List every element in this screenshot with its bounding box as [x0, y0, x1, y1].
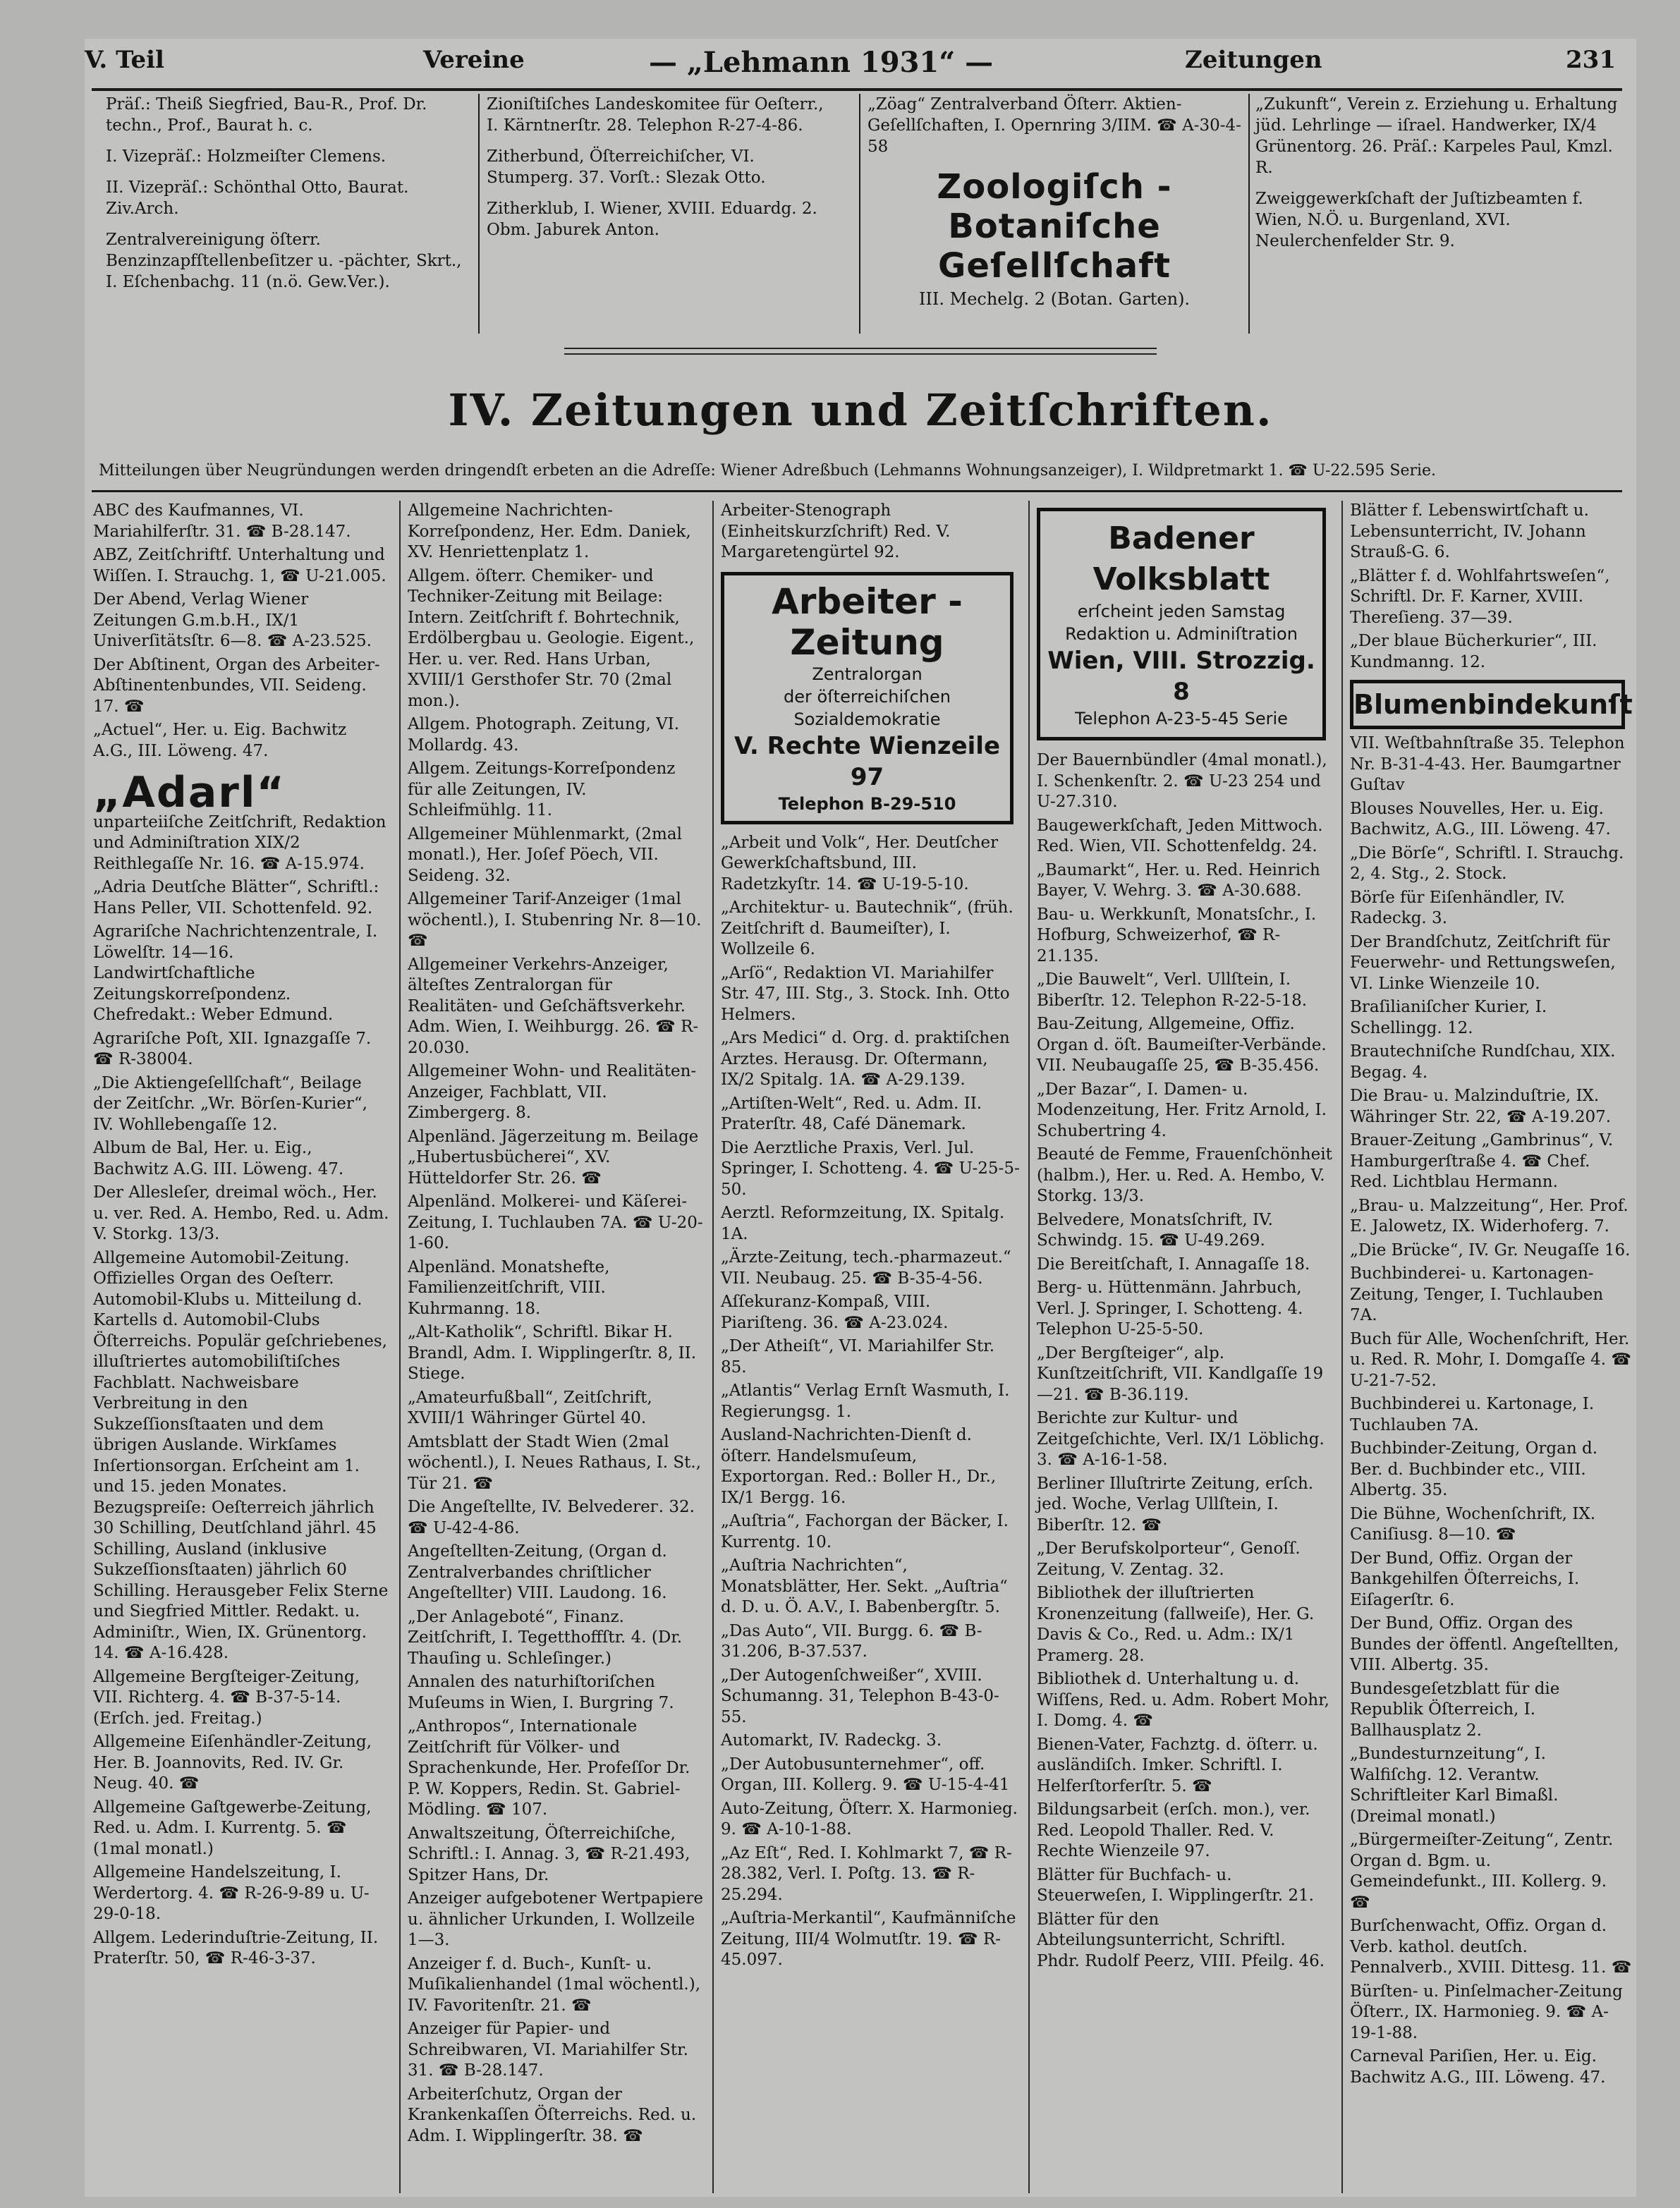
- top-col-divider: [859, 94, 860, 334]
- list-item: Berichte zur Kultur- und Zeitgeſchichte, Verl. IX/1 Löblichg. 3. ☎ A-16-1-58.: [1037, 1409, 1325, 1469]
- list-item: Alpenländ. Jägerzeitung m. Beilage „Hubertusbücherei“, XV. Hütteldorfer Str. 26. ☎: [408, 1127, 699, 1188]
- list-item: „Der blaue Bücherkurier“, III. Kundmanng. 12.: [1350, 632, 1597, 671]
- list-item: Anzeiger für Papier- und Schreibwaren, VI. Mariahilfer Str. 31. ☎ B-28.147.: [408, 2020, 688, 2080]
- list-item: Arbeiterſchutz, Organ der Krankenkaſſen Öſterreichs. Red. u. Adm. I. Wipplingerſtr. 38. ☎: [408, 2085, 697, 2145]
- list-item: Der Abſtinent, Organ des Arbeiter-Abſtinentenbundes, VII. Seideng. 17. ☎: [93, 655, 380, 716]
- list-item: „Die Bauwelt“, Verl. Ullſtein, I. Biberſtr. 12. Telephon R-22-5-18.: [1037, 970, 1308, 1010]
- list-item: Die Brau- u. Malzinduſtrie, IX. Währinger Str. 22, ☎ A-19.207.: [1350, 1087, 1612, 1126]
- list-item: Bildungsarbeit (erſch. mon.), ver. Red. Leopold Thaller. Red. V. Rechte Wienzeile 97.: [1037, 1800, 1310, 1860]
- ad-title: Badener Volksblatt: [1092, 520, 1270, 597]
- list-item: „Der Berufskolporteur“, Genoſſ. Zeitung, V. Zentag. 32.: [1037, 1539, 1301, 1579]
- list-item: „Der Bergſteiger“, alp. Kunſtzeitſchrift, VII. Kandlgaſſe 19—21. ☎ B-36.119.: [1037, 1343, 1324, 1404]
- list-item: Brauer-Zeitung „Gambrinus“, V. Hamburgerſtraße 4. ☎ Chef. Red. Lichtblau Hermann.: [1350, 1131, 1614, 1191]
- list-item: Buchbinder-Zeitung, Organ d. Ber. d. Buchbinder etc., VIII. Albertg. 35.: [1350, 1439, 1598, 1499]
- top-entry: II. Vizepräſ.: Schönthal Otto, Baurat. Ziv.Arch.: [106, 178, 409, 218]
- list-item: „Die Brücke“, IV. Gr. Neugaſſe 16.: [1350, 1240, 1631, 1259]
- column-divider: [712, 501, 714, 2193]
- list-item: Baugewerkſchaft, Jeden Mittwoch. Red. Wien, VII. Schottenfeldg. 24.: [1037, 816, 1323, 855]
- top-entry: „Zukunft“, Verein z. Erziehung u. Erhaltung jüd. Lehrlinge — iſrael. Handwerker, IX/4 Grünentorg. 26. Präſ.: Karpeles Paul, Kmzl. R.: [1255, 95, 1618, 177]
- list-item: Beauté de Femme, Frauenſchönheit (halbm.), Her. u. Red. A. Hembo, V. Storkg. 13/3.: [1037, 1145, 1332, 1205]
- top-col-divider: [1248, 94, 1250, 334]
- list-item: Anzeiger aufgebotener Wertpapiere u. ähnlicher Urkunden, I. Wollzeile 1—3.: [408, 1889, 704, 1949]
- list-item: „Ars Medici“ d. Org. d. praktiſchen Arztes. Herausg. Dr. Oſtermann, IX/2 Spitalg. 1A. ☎ A-29.139.: [721, 1029, 1010, 1089]
- list-item: Aerztl. Reformzeitung, IX. Spitalg. 1A.: [721, 1204, 1005, 1243]
- top-entry: Zioniſtiſches Landeskomitee für Oeſterr., I. Kärntnerſtr. 28. Telephon R-27-4-86.: [487, 95, 824, 135]
- list-item: „Brau- u. Malzzeitung“, Her. Prof. E. Jalowetz, IX. Widerhoferg. 7.: [1350, 1196, 1629, 1236]
- list-item: „Auſtria Nachrichten“, Monatsblätter, Her. Sekt. „Auſtria“ d. D. u. Ö. A.V., I. Babenbergſtr. 5.: [721, 1556, 1008, 1616]
- list-item: „Actuel“, Her. u. Eig. Bachwitz A.G., III. Löweng. 47.: [93, 721, 347, 760]
- list-item: „Das Auto“, VII. Burgg. 6. ☎ B-31.206, B-37.537.: [721, 1621, 982, 1661]
- list-item: „Der Anlageboté“, Finanz. Zeitſchrift, I. Tegetthoffſtr. 4. (Dr. Thauſing u. Schleſinger.): [408, 1607, 683, 1668]
- arbeiter-zeitung-ad: [721, 572, 1014, 824]
- list-item: Der Bund, Offiz. Organ des Bundes der öffentl. Angeſtellten, VIII. Albertg. 35.: [1350, 1614, 1619, 1674]
- newspaper-page: [85, 39, 1636, 2197]
- list-item: „Artiſten-Welt“, Red. u. Adm. II. Praterſtr. 48, Café Dänemark.: [721, 1094, 982, 1133]
- list-item: Allgem. Zeitungs-Korreſpondenz für alle Zeitungen, IV. Schleifmühlg. 11.: [408, 760, 676, 819]
- ad-address: V. Rechte Wienzeile 97: [734, 731, 1001, 791]
- list-item: „Amateurfußball“, Zeitſchrift, XVIII/1 Währinger Gürtel 40.: [408, 1388, 652, 1427]
- list-item: „Auſtria“, Fachorgan der Bäcker, I. Kurrentg. 10.: [721, 1512, 1009, 1551]
- list-item: Allgemeine Nachrichten-Korreſpondenz, Her. Edm. Daniek, XV. Henriettenplatz 1.: [408, 501, 691, 561]
- left-running-head: Vereine: [423, 46, 525, 74]
- list-item: Der Bauernbündler (4mal monatl.), I. Schenkenſtr. 2. ☎ U-23 254 und U-27.310.: [1037, 751, 1327, 811]
- list-item: Burſchenwacht, Offiz. Organ d. Verb. kathol. deutſch. Pennalverb., XVIII. Dittesg. 11. ☎: [1350, 1917, 1632, 1977]
- list-item: Allgemeiner Tarif-Anzeiger (1mal wöchentl.), I. Stubenring Nr. 8—10. ☎: [408, 890, 702, 950]
- list-item: Bau-Zeitung, Allgemeine, Offiz. Organ d. öſt. Baumeiſter-Verbände. VII. Neubaugaſſe 25, ☎ B-35.456.: [1037, 1015, 1327, 1075]
- adarl-title: „Adarl“: [93, 768, 286, 817]
- list-item: Amtsblatt der Stadt Wien (2mal wöchentl.), I. Neues Rathaus, I. St., Tür 21. ☎: [408, 1432, 702, 1493]
- column-5: [1350, 501, 1632, 2091]
- ad-telephone: Telephon B-29-510: [778, 793, 956, 814]
- list-item: Allgemeine Gaſtgewerbe-Zeitung, Red. u. Adm. I. Kurrentg. 5. ☎ (1mal monatl.): [93, 1798, 372, 1858]
- ad-title: Blumenbindekunſt: [1353, 689, 1633, 720]
- ad-subtitle: Zentralorgan: [812, 664, 923, 684]
- page-number: 231: [1566, 46, 1616, 74]
- list-item: Blouses Nouvelles, Her. u. Eig. Bachwitz, A.G., III. Löweng. 47.: [1350, 799, 1611, 838]
- list-item: Bibliothek d. Unterhaltung u. d. Wiſſens, Red. u. Adm. Robert Mohr, I. Domg. 4. ☎: [1037, 1670, 1329, 1730]
- list-item: Brautechniſche Rundſchau, XIX. Begag. 4.: [1350, 1042, 1616, 1082]
- list-item: unparteiiſche Zeitſchrift, Redaktion und Adminiſtration XIX/2 Reithlegaſſe Nr. 16. ☎ A-15.974.: [93, 812, 386, 873]
- list-item: Belvedere, Monatsſchrift, IV. Schwindg. 15. ☎ U-49.269.: [1037, 1210, 1273, 1250]
- list-item: Blätter für den Abteilungsunterricht, Schriftl. Phdr. Rudolf Peerz, VIII. Pfeilg. 46.: [1037, 1910, 1325, 1970]
- list-item: Bau- u. Werkkunſt, Monatsſchr., I. Hofburg, Schweizerhof, ☎ R-21.135.: [1037, 905, 1317, 965]
- list-item: Berliner Illuſtrirte Zeitung, erſch. jed. Woche, Verlag Ullſtein, I. Biberſtr. 12. ☎: [1037, 1474, 1314, 1535]
- list-item: Bienen-Vater, Fachztg. d. öſterr. u. ausländiſch. Imker. Schriftl. I. Helferſtorferſtr. 5. ☎: [1037, 1735, 1318, 1795]
- list-item: Buchbinderei u. Kartonage, I. Tuchlauben 7A.: [1350, 1395, 1595, 1434]
- ad-address: Wien, VIII. Strozzig. 8: [1047, 647, 1315, 706]
- blumenbindekunst-ad: [1350, 680, 1633, 729]
- badener-volksblatt-ad: [1037, 508, 1326, 740]
- zoo-society-address: III. Mechelg. 2 (Botan. Garten).: [918, 289, 1191, 309]
- list-item: Bürſten- u. Pinſelmacher-Zeitung Öſterr., IX. Harmonieg. 9. ☎ A-19-1-88.: [1350, 1982, 1623, 2042]
- list-item: Bundesgeſetzblatt für die Republik Öſterreich, I. Ballhausplatz 2.: [1350, 1679, 1560, 1740]
- list-item: Börſe für Eiſenhändler, IV. Radeckg. 3.: [1350, 888, 1565, 927]
- top-col-4: [1255, 94, 1622, 262]
- list-item: „Anthropos“, Internationale Zeitſchrift für Völker- und Sprachenkunde, Her. Profeſſor Dr. P. W. Koppers, Redin. St. Gabriel-Mödling. ☎ 107.: [408, 1717, 690, 1819]
- top-col-1: [106, 94, 473, 303]
- list-item: Bibliothek der illuſtrierten Kronenzeitung (fallweiſe), Her. G. Davis & Co., Red. u. Adm.: IX/1 Pramerg. 28.: [1037, 1584, 1315, 1665]
- column-2: [408, 501, 704, 2149]
- list-item: Buch für Alle, Wochenſchrift, Her. u. Red. R. Mohr, I. Domgaſſe 4. ☎ U-21-7-52.: [1350, 1329, 1632, 1390]
- list-item: Allgem. öſterr. Chemiker- und Techniker-Zeitung mit Beilage: Intern. Zeitſchrift f. Bohrtechnik, Erdölbergbau u. Geologie. Eigent., Her. u. ver. Red. Hans Urban, XVIII/1 Gersthofer Str. 70 (2mal mon.).: [408, 566, 695, 710]
- column-1: [93, 501, 389, 1972]
- list-item: „Bürgermeiſter-Zeitung“, Zentr. Organ d. Bgm. u. Gemeindefunkt., III. Kollerg. 9. ☎: [1350, 1831, 1614, 1912]
- section-separator: [564, 348, 1157, 355]
- list-item: Allgemeine Bergſteiger-Zeitung, VII. Richterg. 4. ☎ B-37-5-14. (Erſch. jed. Freitag.): [93, 1667, 360, 1728]
- list-item: Der Bund, Offiz. Organ der Bankgehilfen Öſterreichs, I. Eiſagerſtr. 6.: [1350, 1549, 1580, 1609]
- list-item: Allgem. Photograph. Zeitung, VI. Mollardg. 43.: [408, 715, 680, 755]
- list-item: Der Allesleſer, dreimal wöch., Her. u. ver. Red. A. Hembo, Red. u. Adm. V. Storkg. 13/3.: [93, 1183, 389, 1243]
- top-entry: Zweiggewerkſchaft der Juſtizbeamten f. Wien, N.Ö. u. Burgenland, XVI. Neulerchenfelder Str. 9.: [1255, 190, 1583, 250]
- list-item: Auto-Zeitung, Öſterr. X. Harmonieg. 9. ☎ A-10-1-88.: [721, 1799, 1018, 1838]
- list-item: Ausland-Nachrichten-Dienſt d. öſterr. Handelsmuſeum, Exportorgan. Red.: Boller H., Dr., IX/1 Bergg. 16.: [721, 1426, 997, 1507]
- list-item: Carneval Pariſien, Her. u. Eig. Bachwitz A.G., III. Löweng. 47.: [1350, 2047, 1606, 2087]
- list-item: Automarkt, IV. Radeckg. 3.: [721, 1731, 942, 1750]
- ad-subtitle: Redaktion u. Adminiſtration: [1065, 624, 1298, 644]
- ad-telephone: Telephon A-23-5-45 Serie: [1075, 709, 1288, 728]
- column-divider: [1341, 501, 1343, 2193]
- zoo-society-title: Zoologiſch - Botaniſche Geſellſchaft: [937, 167, 1172, 286]
- list-item: „Arbeit und Volk“, Her. Deutſcher Gewerkſchaftsbund, III. Radetzkyſtr. 14. ☎ U-19-5-10.: [721, 833, 999, 893]
- list-item: Der Abend, Verlag Wiener Zeitungen G.m.b.H., IX/1 Univerſitätsſtr. 6—8. ☎ A-23.525.: [93, 590, 372, 650]
- list-item: Alpenländ. Molkerei- und Käſerei-Zeitung, I. Tuchlauben 7A. ☎ U-20-1-60.: [408, 1193, 703, 1252]
- top-col-divider: [478, 94, 480, 334]
- list-item: Buchbinderei- u. Kartonagen-Zeitung, Tenger, I. Tuchlauben 7A.: [1350, 1264, 1604, 1324]
- part-label: V. Teil: [85, 46, 164, 74]
- list-item: Album de Bal, Her. u. Eig., Bachwitz A.G. III. Löweng. 47.: [93, 1139, 344, 1178]
- list-item: Der Brandſchutz, Zeitſchrift für Feuerwehr- und Rettungsweſen, VI. Linke Wienzeile 10.: [1350, 932, 1616, 993]
- list-item: „Bundesturnzeitung“, I. Walfiſchg. 12. Verantw. Schriftleiter Karl Bimaßl. (Dreimal monatl.): [1350, 1745, 1559, 1826]
- list-item: Blätter f. Lebenswirtſchaft u. Lebensunterricht, IV. Johann Strauß-G. 6.: [1350, 501, 1589, 561]
- section-notice: Mitteilungen über Neugründungen werden dringendſt erbeten an die Adreſſe: Wiener Adreßbuch (Lehmanns Wohnungsanzeiger), I. Wildpretmarkt 1. ☎ U-22.595 Serie.: [99, 462, 1437, 480]
- running-title: — „Lehmann 1931“ —: [649, 46, 994, 79]
- columns-top-rule: [92, 490, 1622, 492]
- ad-subtitle: erſcheint jeden Samstag: [1077, 602, 1286, 621]
- list-item: Die Angeſtellte, IV. Belvederег. 32. ☎ U-42-4-86.: [408, 1498, 695, 1537]
- list-item: Allgemeiner Verkehrs-Anzeiger, älteſtes Zentralorgan für Realitäten- und Geſchäftsverkehr. Adm. Wien, I. Weihburgg. 26. ☎ R-20.030.: [408, 955, 699, 1057]
- page-header: [85, 46, 1622, 88]
- list-item: Alpenländ. Monatshefte, Familienzeitſchrift, VIII. Kuhrmanng. 18.: [408, 1257, 610, 1318]
- list-item: „Die Aktiengeſellſchaft“, Beilage der Zeitſchr. „Wr. Börſen-Kurier“, IV. Wohllebengaſſe 12.: [93, 1073, 367, 1134]
- list-item: „Der Autobusunternehmer“, off. Organ, III. Kollerg. 9. ☎ U-15-4-41: [721, 1755, 1010, 1794]
- list-item: ABZ, Zeitſchriftf. Unterhaltung und Wiſſen. I. Strauchg. 1, ☎ U-21.005.: [93, 546, 386, 585]
- column-divider: [399, 501, 401, 2193]
- column-4: [1037, 501, 1333, 1975]
- list-item: „Auſtria-Merkantil“, Kaufmänniſche Zeitung, III/4 Wolmutſtr. 19. ☎ R-45.097.: [721, 1909, 1016, 1969]
- top-col-3: [868, 94, 1241, 310]
- column-3: [721, 501, 1021, 1974]
- column-divider: [1028, 501, 1030, 2193]
- top-col-2: [487, 94, 839, 250]
- list-item: Die Aerztliche Praxis, Verl. Jul. Springer, I. Schotteng. 4. ☎ U-25-5-50.: [721, 1138, 1020, 1199]
- list-item: Allgemeine Automobil-Zeitung. Offizielles Organ des Oeſterr. Automobil-Klubs u. Mitteilung d. Kartells d. Automobil-Clubs Öſterreichs. Populär geſchriebenes, illuſtriertes automobiliſtiſches Fachblatt. Nachweisbare Verbreitung in den Sukzeſſionsſtaaten und dem übrigen Auslande. Wirkſames Inſertionsorgan. Erſcheint am 1. und 15. jeden Monates. Bezugspreiſe: Oeſterreich jährlich 30 Schilling, Deutſchland jährl. 45 Schilling, Ausland (inklusive Sukzeſſionsſtaaten) jährlich 60 Schilling. Herausgeber Felix Sterne und Siegfried Mittler. Redakt. u. Adminiſtr., Wien, IX. Grünentorg. 14. ☎ A-16.428.: [93, 1248, 389, 1662]
- list-item: Allgemeiner Mühlenmarkt, (2mal monatl.), Her. Joſef Pöech, VII. Seideng. 32.: [408, 824, 682, 885]
- list-item: Die Bereitſchaft, I. Annagaſſe 18.: [1037, 1255, 1310, 1274]
- list-item: „Atlantis“ Verlag Ernſt Wasmuth, I. Regierungsg. 1.: [721, 1381, 1010, 1421]
- list-item: Aſſekuranz-Kompaß, VIII. Piariſteng. 36. ☎ A-23.024.: [721, 1293, 949, 1332]
- list-item: Die Bühne, Wochenſchrift, IX. Caniſiusg. 8—10. ☎: [1350, 1504, 1596, 1544]
- list-item: „Der Atheiſt“, VI. Mariahilfer Str. 85.: [721, 1337, 995, 1377]
- header-rule: [92, 88, 1622, 91]
- list-item: Angeſtellten-Zeitung, (Organ d. Zentralverbandes chriſtlicher Angeſtellter) VIII. Laudong. 16.: [408, 1542, 667, 1602]
- top-entry: Präſ.: Theiß Siegfried, Bau-R., Prof. Dr. techn., Prof., Baurat h. c.: [106, 95, 427, 135]
- list-item: „Baumarkt“, Her. u. Red. Heinrich Bayer, V. Wehrg. 3. ☎ A-30.688.: [1037, 860, 1320, 900]
- ad-subtitle: der öſterreichiſchen Sozialdemokratie: [784, 686, 951, 729]
- top-entry: I. Vizepräſ.: Holzmeiſter Clemens.: [106, 147, 386, 166]
- right-running-head: Zeitungen: [1185, 46, 1322, 74]
- list-item: ABC des Kaufmannes, VI. Mariahilferſtr. 31. ☎ B-28.147.: [93, 501, 351, 541]
- list-item: Agrariſche Nachrichtenzentrale, I. Löwelſtr. 14—16. Landwirtſchaftliche Zeitungskorreſpondenz. Chefredakt.: Weber Edmund.: [93, 922, 378, 1024]
- list-item: „Die Börſe“, Schriftl. I. Strauchg. 2, 4. Stg., 2. Stock.: [1350, 843, 1624, 883]
- list-item: Arbeiter-Stenograph (Einheitskurzſchrift) Red. V. Margaretengürtel 92.: [721, 501, 951, 561]
- newspaper-columns: [85, 501, 1636, 2193]
- list-item: Blätter für Buchfach- u. Steuerweſen, I. Wipplingerſtr. 21.: [1037, 1865, 1314, 1905]
- list-item: Allgem. Lederinduſtrie-Zeitung, II. Praterſtr. 50, ☎ R-46-3-37.: [93, 1928, 379, 1968]
- list-item: Braſilianiſcher Kurier, I. Schellingg. 12.: [1350, 998, 1547, 1037]
- list-item: Anzeiger f. d. Buch-, Kunſt- u. Muſikalienhandel (1mal wöchentl.), IV. Favoritenſtr. 21. ☎: [408, 1954, 700, 2015]
- list-item: Allgemeine Eiſenhändler-Zeitung, Her. B. Joannovits, Red. IV. Gr. Neug. 40. ☎: [93, 1733, 372, 1793]
- list-item: „Architektur- u. Bautechnik“, (früh. Zeitſchrift d. Baumeiſter), I. Wollzeile 6.: [721, 898, 1014, 958]
- ad-title: Arbeiter - Zeitung: [772, 580, 963, 663]
- list-item: VII. Weſtbahnſtraße 35. Telephon Nr. B-31-4-43. Her. Baumgartner Guſtav: [1350, 734, 1625, 794]
- list-item: „Alt-Katholik“, Schriftl. Bikar H. Brandl, Adm. I. Wipplingerſtr. 8, II. Stiege.: [408, 1323, 697, 1383]
- list-item: „Blätter f. d. Wohlfahrtsweſen“, Schriftl. Dr. F. Karner, XVIII. Thereſieng. 37—39.: [1350, 566, 1610, 627]
- list-item: Berg- u. Hüttenmänn. Jahrbuch, Verl. J. Springer, I. Schotteng. 4. Telephon U-25-5-50.: [1037, 1279, 1303, 1338]
- list-item: Annalen des naturhiſtoriſchen Muſeums in Wien, I. Burgring 7.: [408, 1673, 674, 1712]
- list-item: „Der Autogenſchweißer“, XVIII. Schumanng. 31, Telephon B-43-0-55.: [721, 1666, 999, 1726]
- list-item: Agrariſche Poſt, XII. Ignazgaſſe 7. ☎ R-38004.: [93, 1029, 372, 1068]
- list-item: „Az Eſt“, Red. I. Kohlmarkt 7, ☎ R-28.382, Verl. I. Poſtg. 13. ☎ R-25.294.: [721, 1843, 1012, 1904]
- list-item: „Arſö“, Redaktion VI. Mariahilfer Str. 47, III. Stg., 3. Stock. Inh. Otto Helmers.: [721, 963, 1010, 1024]
- top-entry: „Zöag“ Zentralverband Öſterr. Aktien-Geſellſchaften, I. Opernring 3/IIM. ☎ A-30-4-58: [868, 95, 1241, 156]
- list-item: Allgemeine Handelszeitung, I. Werdertorg. 4. ☎ R-26-9-89 u. U-29-0-18.: [93, 1863, 370, 1923]
- top-entry: Zitherklub, I. Wiener, XVIII. Eduardg. 2. Obm. Jaburek Anton.: [487, 200, 817, 239]
- top-association-block: [85, 94, 1636, 348]
- list-item: „Adria Deutſche Blätter“, Schriftl.: Hans Peller, VII. Schottenfeld. 92.: [93, 878, 379, 917]
- section-title: IV. Zeitungen und Zeitſchriften.: [448, 384, 1273, 436]
- top-entry: Zitherbund, Öſterreichiſcher, VI. Stumperg. 37. Vorſt.: Slezak Otto.: [487, 147, 766, 187]
- list-item: „Ärzte-Zeitung, tech.-pharmazeut.“ VII. Neubaug. 25. ☎ B-35-4-56.: [721, 1248, 1011, 1288]
- top-entry: Zentralvereinigung öſterr. Benzinzapfſtellenbeſitzer u. -pächter, Skrt., I. Eſchenbachg. 11 (n.ö. Gew.Ver.).: [106, 231, 462, 291]
- list-item: „Der Bazar“, I. Damen- u. Modenzeitung, Her. Fritz Arnold, I. Schubertring 4.: [1037, 1080, 1327, 1140]
- list-item: Allgemeiner Wohn- und Realitäten-Anzeiger, Fachblatt, VII. Zimbergerg. 8.: [408, 1062, 697, 1122]
- list-item: Anwaltszeitung, Öſterreichiſche, Schriftl.: I. Annag. 3, ☎ R-21.493, Spitzer Hans, Dr.: [408, 1824, 690, 1884]
